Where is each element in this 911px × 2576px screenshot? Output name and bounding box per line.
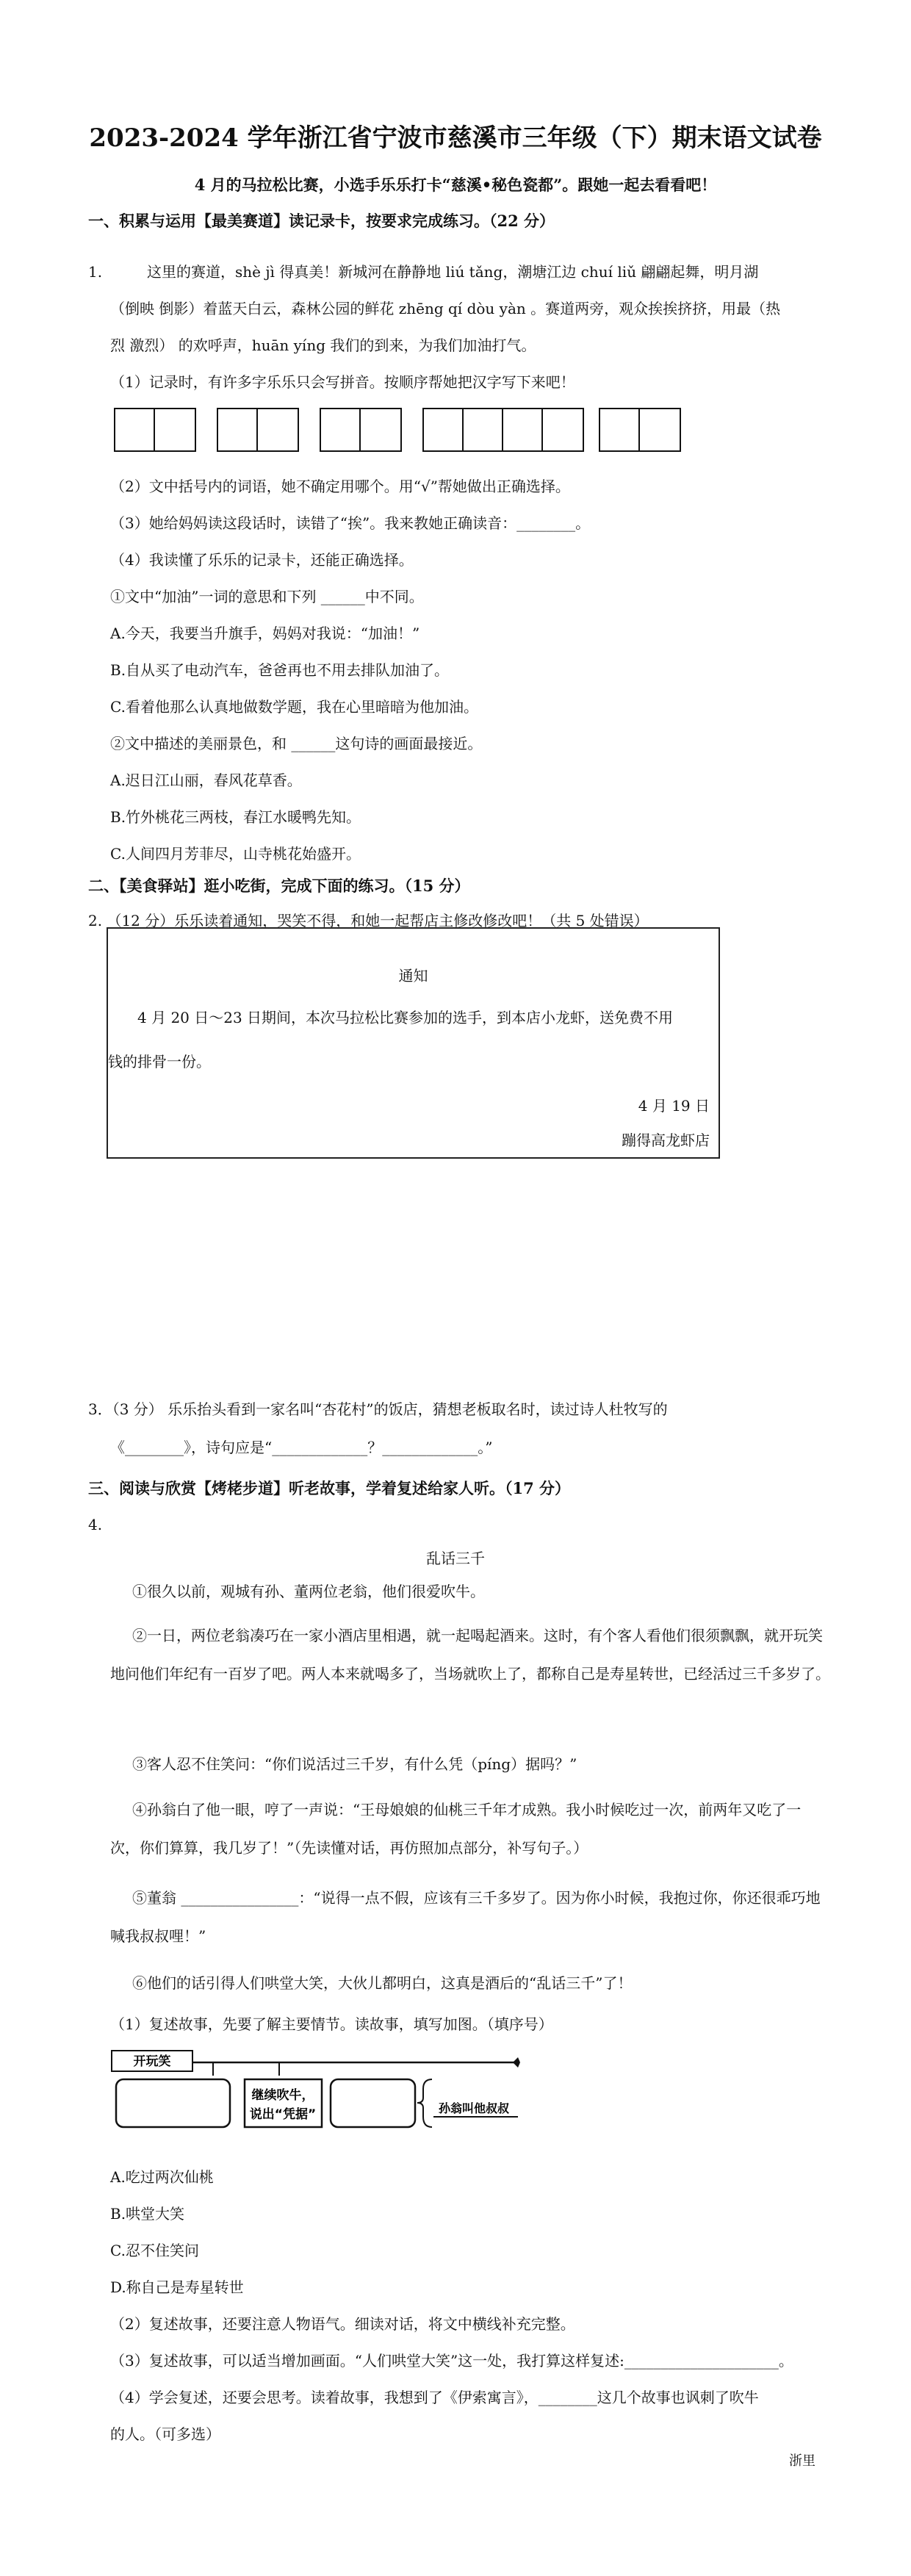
- plot-diagram: [110, 2046, 522, 2138]
- q3-line2: 《________》，诗句应是“_____________？_____________。”: [110, 1439, 493, 1456]
- q1-part1: （1）记录时，有许多字乐乐只会写拼音。按顺序帮她把汉字写下来吧！: [110, 373, 575, 391]
- diagram-answer-box-2[interactable]: [331, 2079, 415, 2127]
- notice-body-line1: 4 月 20 日～23 日期间，本次马拉松比赛参加的选手，到本店小龙虾，送免费不用: [137, 1009, 674, 1026]
- story-paragraph-4: ④孙翁白了他一眼，哼了一声说：“王母娘娘的仙桃三千年才成熟。我小时候吃过一次，前两年又吃了一次，你们算算，我几岁了！”（先读懂对话，再仿照加点部分，补写句子。）: [110, 1801, 802, 1857]
- q4-part4-line1: （4）学会复述，还要会思考。读着故事，我想到了《伊索寓言》，________这几个故事也讽刺了吹牛: [110, 2389, 759, 2406]
- notice-signature: 蹦得高龙虾店: [622, 1132, 710, 1149]
- answer-box-group-1[interactable]: [114, 408, 196, 452]
- notice-box: [107, 927, 720, 1159]
- q1-choice1-a: A.今天，我要当升旗手，妈妈对我说：“加油！”: [110, 625, 420, 642]
- q1-choice2-c: C.人间四月芳菲尽，山寺桃花始盛开。: [110, 845, 361, 863]
- q1-number: 1.: [88, 263, 103, 281]
- option-c: C.忍不住笑问: [110, 2242, 199, 2259]
- q1-part2: （2）文中括号内的词语，她不确定用哪个。用“√”帮她做出正确选择。: [110, 478, 570, 495]
- q1-part3: （3）她给妈妈读这段话时，读错了“挨”。我来教她正确读音：________。: [110, 514, 591, 532]
- q1-choice2-stem: ②文中描述的美丽景色，和 ______这句诗的画面最接近。: [110, 735, 483, 752]
- answer-box-group-3[interactable]: [320, 408, 402, 452]
- notice-title: 通知: [398, 967, 428, 985]
- q1-choice2-a: A.迟日江山丽，春风花草香。: [110, 771, 302, 789]
- q4-number: 4.: [88, 1516, 103, 1533]
- q1-text-line3: 烈 激烈） 的欢呼声，huān yíng 我们的到来，为我们加油打气。: [110, 337, 536, 354]
- diagram-label-2b: 说出“凭据”: [249, 2107, 317, 2122]
- q1-choice1-b: B.自从买了电动汽车，爸爸再也不用去排队加油了。: [110, 661, 450, 679]
- q1-part4: （4）我读懂了乐乐的记录卡，还能正确选择。: [110, 551, 414, 569]
- q4-part3: （3）复述故事，可以适当增加画面。“人们哄堂大笑”这一处，我打算这样复述:_____________________。: [110, 2352, 793, 2370]
- q1-choice2-b: B.竹外桃花三两枝，春江水暖鸭先知。: [110, 808, 361, 826]
- q3-line1: 3．（3 分） 乐乐抬头看到一家名叫“杏花村”的饭店，猜想老板取名时，读过诗人杜牧写的: [88, 1400, 668, 1418]
- story-paragraph-5: ⑤董翁 ________________：“说得一点不假，应该有三千多岁了。因为你小时候，我抱过你，你还很乖巧地喊我叔叔哩！”: [110, 1889, 821, 1945]
- q4-part1: （1）复述故事，先要了解主要情节。读故事，填写加图。（填序号）: [110, 2015, 553, 2033]
- q1-choice1-c: C.看着他那么认真地做数学题，我在心里暗暗为他加油。: [110, 698, 478, 716]
- diagram-answer-box-1[interactable]: [116, 2079, 230, 2127]
- q1-choice1-stem: ①文中“加油”一词的意思和下列 ______中不同。: [110, 588, 424, 605]
- option-b: B.哄堂大笑: [110, 2205, 185, 2223]
- answer-box-group-4[interactable]: [422, 408, 584, 452]
- section1-heading: 一、积累与运用【最美赛道】读记录卡，按要求完成练习。（22 分）: [88, 212, 555, 230]
- page-footer: 浙里: [789, 2453, 815, 2469]
- story-paragraph-3: ③客人忍不住笑问：“你们说活过三千岁，有什么凭（píng）据吗？”: [132, 1755, 577, 1773]
- story-title: 乱话三千: [426, 1550, 485, 1567]
- answer-box-group-2[interactable]: [217, 408, 299, 452]
- section3-heading: 三、阅读与欣赏【烤栳步道】听老故事，学着复述给家人听。（17 分）: [88, 1479, 571, 1497]
- diagram-label-2a: 继续吹牛，: [251, 2088, 314, 2103]
- q4-part2: （2）复述故事，还要注意人物语气。细读对话，将文中横线补充完整。: [110, 2315, 575, 2333]
- answer-box-group-5[interactable]: [599, 408, 681, 452]
- option-d: D.称自己是寿星转世: [110, 2278, 244, 2296]
- q1-text-line1: 这里的赛道，shè jì 得真美！新城河在静静地 liú tǎng，潮塘江边 chuí liǔ 翩翩起舞，明月湖: [147, 263, 759, 281]
- exam-subtitle: 4 月的马拉松比赛，小选手乐乐打卡“慈溪•秘色瓷都”。跟她一起去看看吧！: [194, 176, 717, 194]
- q1-text-line2: （倒映 倒影）着蓝天白云，森林公园的鲜花 zhēng qí dòu yàn 。赛道两旁，观众挨挨挤挤，用最（热: [110, 300, 781, 317]
- notice-body-line2: 钱的排骨一份。: [108, 1053, 211, 1071]
- story-paragraph-6: ⑥他们的话引得人们哄堂大笑，大伙儿都明白，这真是酒后的“乱话三千”了！: [132, 1974, 633, 1992]
- exam-title: 2023-2024 学年浙江省宁波市慈溪市三年级（下）期末语文试卷: [89, 123, 822, 153]
- option-a: A.吃过两次仙桃: [110, 2168, 214, 2186]
- story-paragraph-1: ①很久以前，观城有孙、董两位老翁，他们很爱吹牛。: [132, 1583, 485, 1600]
- story-paragraph-2: ②一日，两位老翁凑巧在一家小酒店里相遇，就一起喝起酒来。这时，有个客人看他们很须飘飘，就开玩笑地问他们年纪有一百岁了吧。两人本来就喝多了，当场就吹上了，都称自己是寿星转世，已经活过三千多岁了。: [110, 1627, 830, 1683]
- diagram-label-3: 孙翁叫他叔叔: [438, 2101, 510, 2115]
- section2-heading: 二、【美食驿站】逛小吃街，完成下面的练习。（15 分）: [88, 877, 470, 895]
- q4-part4-line2: 的人。（可多选）: [110, 2425, 220, 2443]
- q2-text: 2. （12 分）乐乐读着通知，哭笑不得，和她一起帮店主修改修改吧！（共 5 处错误）: [88, 912, 649, 929]
- notice-date: 4 月 19 日: [638, 1097, 710, 1115]
- diagram-label-1: 开玩笑: [133, 2054, 171, 2069]
